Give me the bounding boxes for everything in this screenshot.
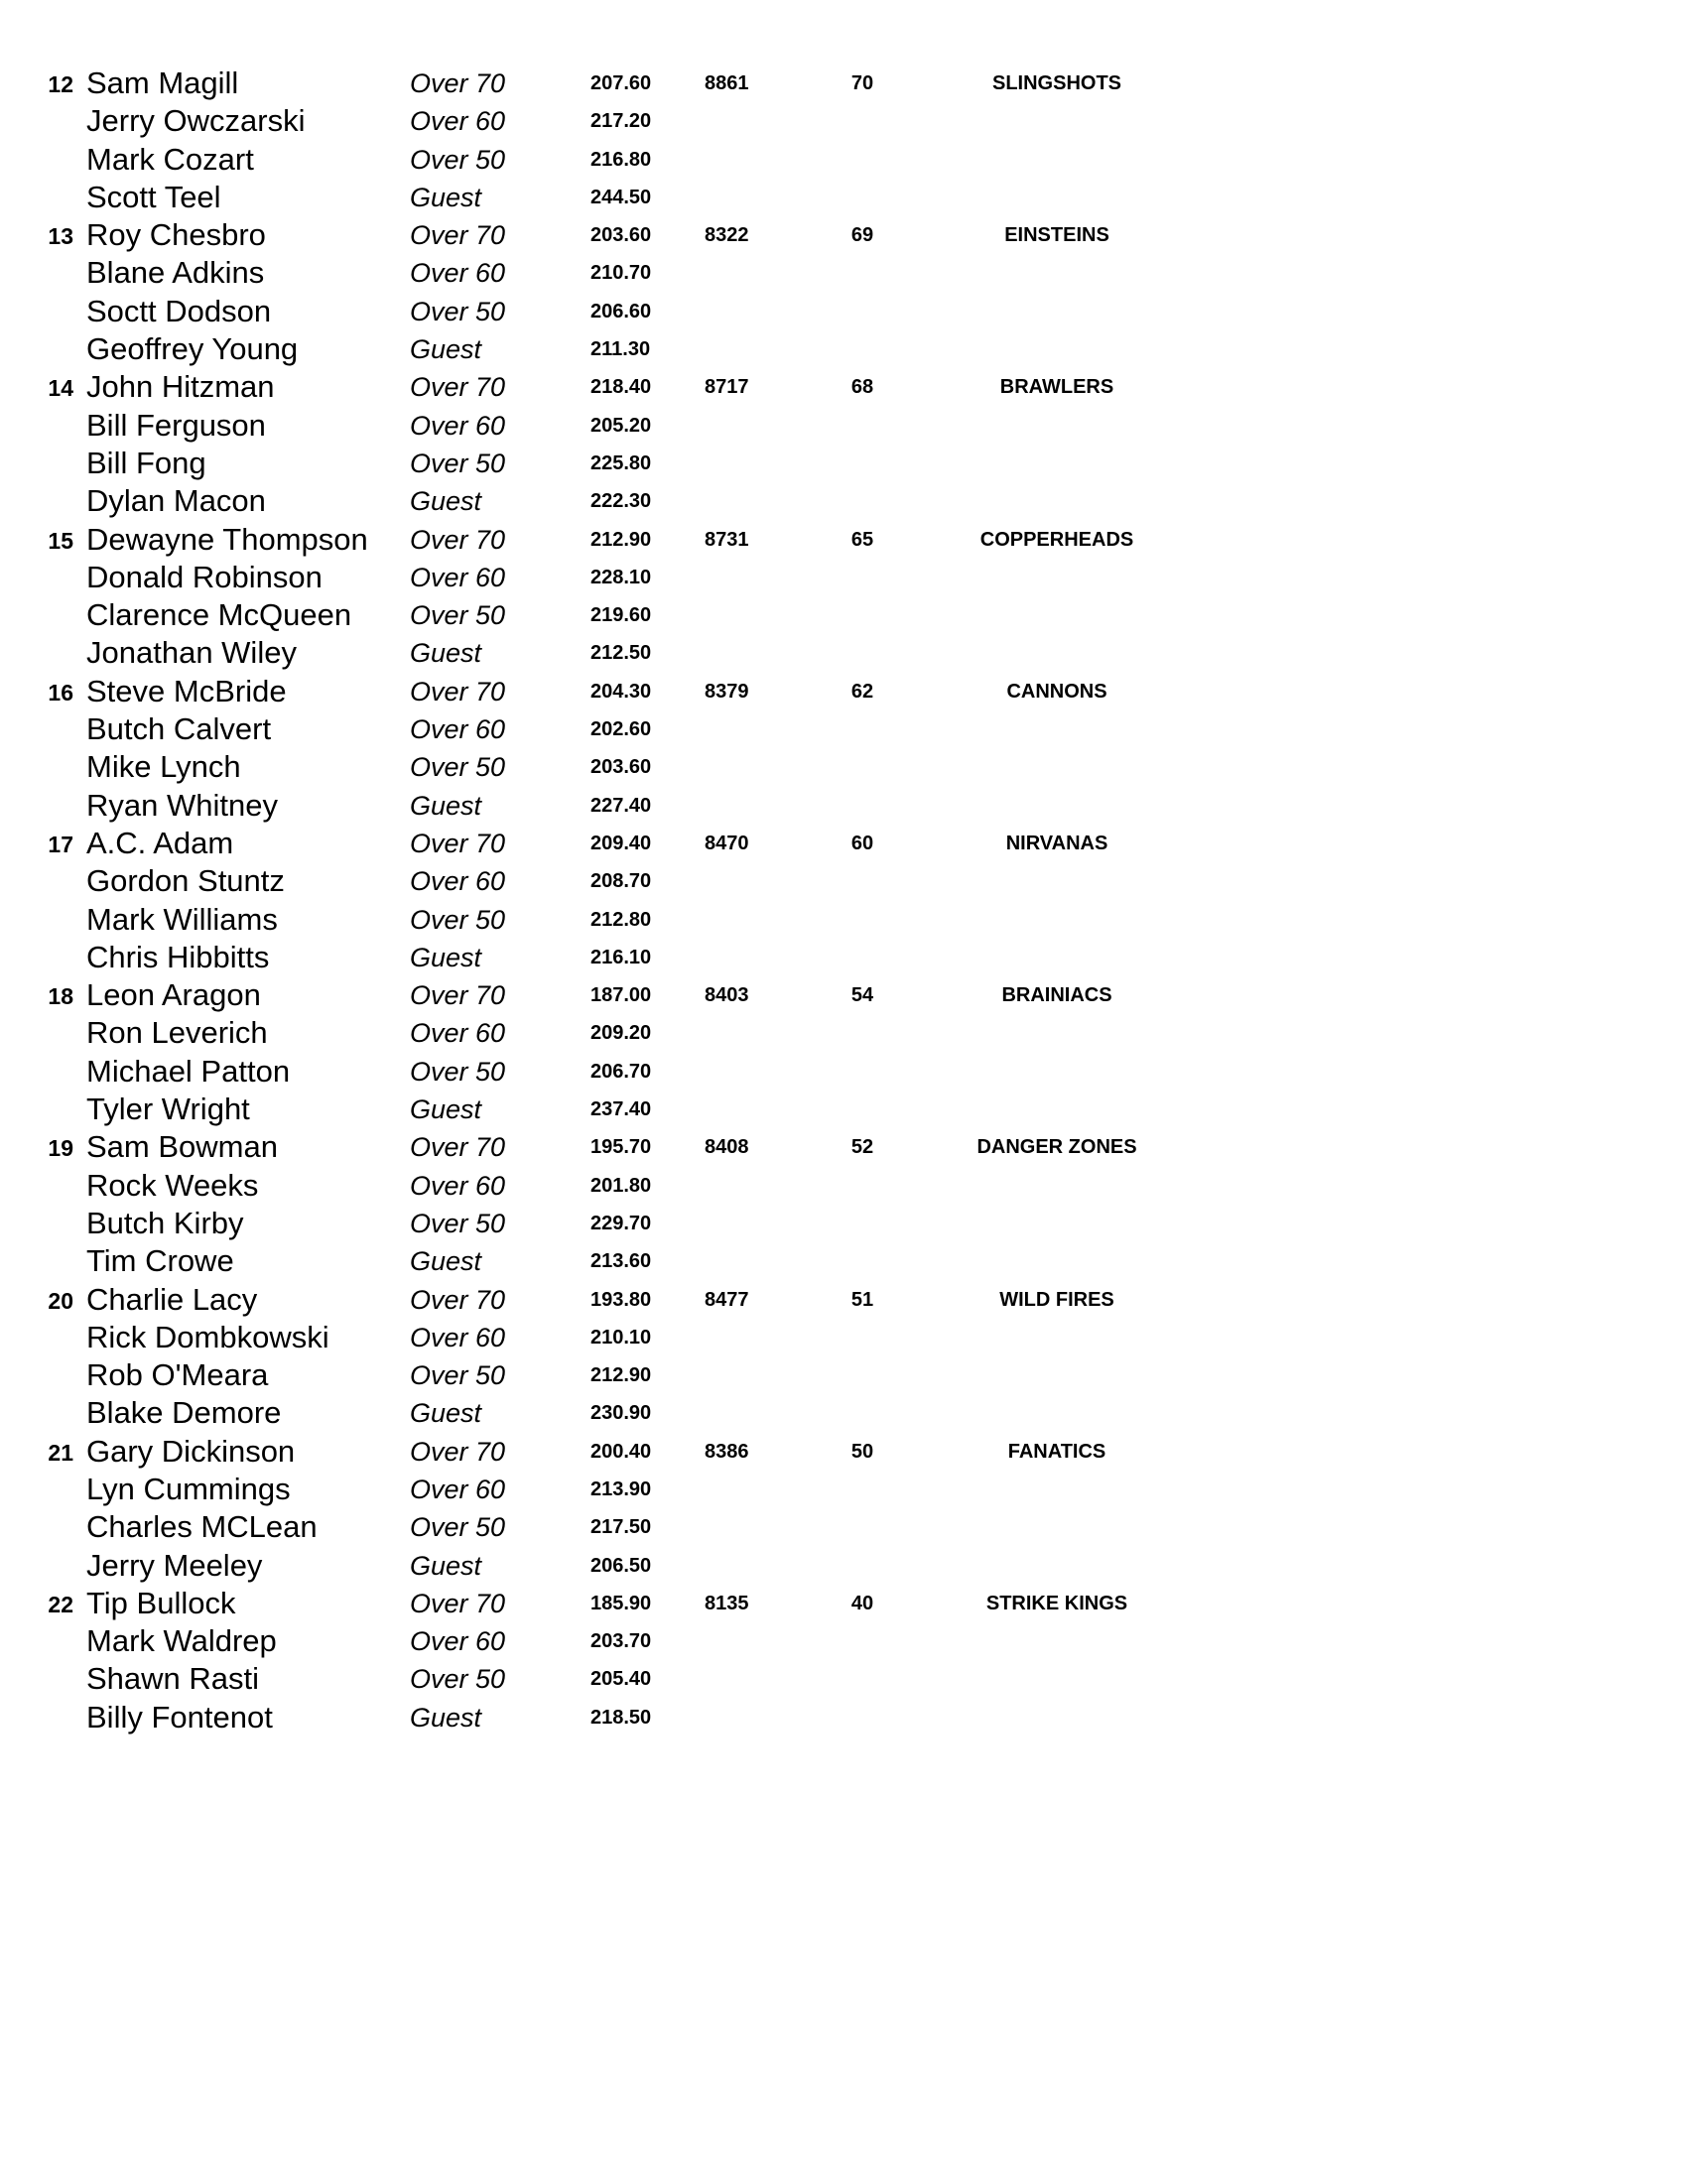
bowler-average: 230.90: [590, 1402, 652, 1425]
bowler-division: Over 60: [410, 1018, 506, 1049]
team-points: 70: [850, 72, 874, 94]
team-place: 14: [48, 375, 73, 402]
team-name: DANGER ZONES: [976, 1136, 1137, 1159]
team-name: STRIKE KINGS: [985, 1592, 1128, 1614]
team-place: 17: [48, 831, 73, 857]
bowler-row: [0, 1279, 1688, 1317]
bowler-row: [0, 139, 1688, 177]
team-points: 50: [850, 1440, 874, 1463]
bowler-name: Sam Magill: [86, 65, 239, 100]
bowler-row: [0, 519, 1688, 557]
bowler-division: Over 50: [410, 1208, 506, 1238]
bowler-name: Soctt Dodson: [86, 293, 272, 328]
bowler-name: Jonathan Wiley: [86, 635, 297, 671]
team-points: 51: [850, 1288, 874, 1311]
bowler-division: Over 70: [410, 1132, 506, 1163]
bowler-average: 217.50: [590, 1516, 652, 1539]
bowler-average: 195.70: [590, 1136, 652, 1159]
bowler-name: Rick Dombkowski: [86, 1319, 329, 1354]
bowler-name: Donald Robinson: [86, 559, 323, 594]
bowler-name: John Hitzman: [86, 369, 275, 405]
bowler-average: 216.80: [590, 148, 652, 171]
bowler-average: 185.90: [590, 1592, 652, 1614]
bowler-row: [0, 899, 1688, 937]
bowler-division: Over 70: [410, 1436, 506, 1467]
bowler-division: Over 70: [410, 220, 506, 251]
bowler-row: [0, 974, 1688, 1012]
bowler-average: 203.60: [590, 224, 652, 247]
bowler-row: [0, 63, 1688, 100]
team-group: [0, 214, 1688, 366]
bowler-name: Blane Adkins: [86, 255, 265, 291]
bowler-division: Over 50: [410, 1056, 506, 1087]
bowler-division: Guest: [410, 1398, 482, 1429]
bowler-row: [0, 443, 1688, 480]
bowler-name: Roy Chesbro: [86, 217, 266, 253]
bowler-average: 212.90: [590, 1364, 652, 1387]
bowler-average: 205.20: [590, 414, 652, 437]
bowler-row: [0, 366, 1688, 404]
bowler-row: [0, 860, 1688, 898]
bowler-average: 218.40: [590, 376, 652, 399]
bowler-average: 204.30: [590, 680, 652, 703]
bowler-name: Rock Weeks: [86, 1167, 259, 1203]
bowler-average: 225.80: [590, 451, 652, 474]
team-place: 19: [48, 1135, 73, 1162]
bowler-average: 203.60: [590, 756, 652, 779]
standings-sheet: [0, 63, 1688, 1734]
bowler-name: Gary Dickinson: [86, 1433, 296, 1469]
bowler-division: Over 50: [410, 752, 506, 783]
bowler-average: 201.80: [590, 1174, 652, 1197]
bowler-division: Over 60: [410, 258, 506, 289]
team-group: [0, 366, 1688, 518]
bowler-row: [0, 291, 1688, 328]
bowler-row: [0, 1392, 1688, 1430]
bowler-division: Over 60: [410, 410, 506, 441]
bowler-name: Scott Teel: [86, 179, 221, 214]
bowler-row: [0, 1165, 1688, 1203]
bowler-average: 209.20: [590, 1022, 652, 1045]
bowler-division: Over 70: [410, 524, 506, 555]
team-points: 40: [850, 1592, 874, 1614]
bowler-division: Over 50: [410, 296, 506, 326]
bowler-division: Guest: [410, 638, 482, 669]
bowler-row: [0, 1431, 1688, 1469]
bowler-name: Shawn Rasti: [86, 1661, 260, 1697]
bowler-average: 222.30: [590, 490, 652, 513]
bowler-average: 213.60: [590, 1250, 652, 1273]
bowler-row: [0, 252, 1688, 290]
team-total-pins: 8379: [705, 680, 749, 703]
bowler-average: 237.40: [590, 1098, 652, 1121]
bowler-average: 217.20: [590, 110, 652, 133]
bowler-name: Butch Kirby: [86, 1205, 244, 1240]
team-name: COPPERHEADS: [979, 528, 1134, 551]
bowler-average: 206.50: [590, 1554, 652, 1577]
bowler-division: Over 60: [410, 106, 506, 137]
team-points: 62: [850, 680, 874, 703]
bowler-row: [0, 632, 1688, 670]
bowler-division: Over 60: [410, 562, 506, 592]
team-points: 52: [850, 1136, 874, 1159]
bowler-row: [0, 1089, 1688, 1126]
bowler-row: [0, 1203, 1688, 1240]
bowler-row: [0, 328, 1688, 366]
bowler-name: Tim Crowe: [86, 1243, 234, 1279]
team-total-pins: 8322: [705, 224, 749, 247]
team-place: 12: [48, 71, 73, 97]
bowler-row: [0, 1051, 1688, 1089]
bowler-row: [0, 100, 1688, 138]
team-total-pins: 8386: [705, 1440, 749, 1463]
team-total-pins: 8731: [705, 528, 749, 551]
bowler-row: [0, 1545, 1688, 1583]
bowler-row: [0, 214, 1688, 252]
bowler-name: Charlie Lacy: [86, 1281, 258, 1317]
team-group: [0, 1279, 1688, 1431]
team-total-pins: 8477: [705, 1288, 749, 1311]
team-total-pins: 8470: [705, 832, 749, 854]
team-points: 60: [850, 832, 874, 854]
bowler-division: Over 70: [410, 1588, 506, 1618]
bowler-row: [0, 1506, 1688, 1544]
team-points: 54: [850, 984, 874, 1007]
team-points: 69: [850, 224, 874, 247]
team-name: EINSTEINS: [1004, 224, 1109, 247]
bowler-row: [0, 177, 1688, 214]
bowler-name: Steve McBride: [86, 673, 287, 708]
bowler-division: Guest: [410, 1246, 482, 1277]
bowler-division: Over 50: [410, 600, 506, 631]
bowler-average: 202.60: [590, 718, 652, 741]
team-group: [0, 1126, 1688, 1278]
bowler-average: 219.60: [590, 604, 652, 627]
team-name: SLINGSHOTS: [991, 72, 1121, 94]
team-group: [0, 63, 1688, 214]
bowler-division: Over 70: [410, 1284, 506, 1315]
bowler-name: Blake Demore: [86, 1395, 282, 1431]
team-total-pins: 8135: [705, 1592, 749, 1614]
bowler-name: Michael Patton: [86, 1053, 291, 1089]
bowler-row: [0, 557, 1688, 594]
bowler-name: Tip Bullock: [86, 1585, 236, 1620]
bowler-division: Over 50: [410, 904, 506, 935]
bowler-name: Bill Ferguson: [86, 407, 266, 443]
bowler-name: A.C. Adam: [86, 825, 234, 860]
bowler-average: 216.10: [590, 946, 652, 968]
team-place: 22: [48, 1591, 73, 1617]
bowler-average: 227.40: [590, 794, 652, 817]
bowler-row: [0, 1012, 1688, 1050]
bowler-row: [0, 480, 1688, 518]
bowler-name: Billy Fontenot: [86, 1699, 273, 1734]
bowler-row: [0, 1583, 1688, 1620]
bowler-name: Leon Aragon: [86, 977, 261, 1013]
bowler-name: Clarence McQueen: [86, 597, 352, 633]
bowler-row: [0, 1469, 1688, 1506]
team-place: 18: [48, 983, 73, 1010]
bowler-division: Over 70: [410, 372, 506, 403]
bowler-average: 203.70: [590, 1630, 652, 1653]
team-group: [0, 974, 1688, 1126]
bowler-average: 244.50: [590, 186, 652, 208]
bowler-average: 206.70: [590, 1060, 652, 1083]
bowler-name: Ryan Whitney: [86, 787, 278, 823]
bowler-row: [0, 1240, 1688, 1278]
bowler-name: Jerry Meeley: [86, 1547, 263, 1583]
team-group: [0, 1431, 1688, 1583]
bowler-row: [0, 671, 1688, 708]
bowler-division: Guest: [410, 790, 482, 821]
bowler-name: Mike Lynch: [86, 749, 241, 785]
bowler-division: Over 70: [410, 828, 506, 858]
team-total-pins: 8403: [705, 984, 749, 1007]
bowler-division: Over 60: [410, 1170, 506, 1201]
team-total-pins: 8717: [705, 376, 749, 399]
bowler-row: [0, 1354, 1688, 1392]
bowler-division: Over 50: [410, 1664, 506, 1695]
team-place: 13: [48, 223, 73, 250]
bowler-division: Over 60: [410, 1626, 506, 1657]
bowler-division: Over 50: [410, 1512, 506, 1543]
team-name: BRAINIACS: [1001, 984, 1112, 1007]
bowler-name: Bill Fong: [86, 445, 206, 480]
bowler-division: Guest: [410, 1550, 482, 1581]
bowler-average: 200.40: [590, 1440, 652, 1463]
bowler-average: 207.60: [590, 72, 652, 94]
bowler-name: Tyler Wright: [86, 1092, 250, 1127]
bowler-average: 213.90: [590, 1477, 652, 1500]
bowler-name: Sam Bowman: [86, 1129, 278, 1165]
bowler-average: 210.70: [590, 262, 652, 285]
bowler-average: 212.80: [590, 908, 652, 931]
team-place: 20: [48, 1287, 73, 1314]
bowler-division: Over 60: [410, 866, 506, 897]
bowler-name: Charles MCLean: [86, 1509, 318, 1545]
team-name: BRAWLERS: [999, 376, 1114, 399]
bowler-average: 209.40: [590, 832, 652, 854]
bowler-name: Ron Leverich: [86, 1015, 268, 1051]
bowler-division: Over 70: [410, 68, 506, 98]
bowler-division: Guest: [410, 486, 482, 517]
bowler-average: 187.00: [590, 984, 652, 1007]
team-group: [0, 823, 1688, 974]
bowler-name: Chris Hibbitts: [86, 939, 270, 974]
bowler-division: Over 50: [410, 144, 506, 175]
bowler-division: Over 50: [410, 448, 506, 478]
bowler-division: Over 60: [410, 1322, 506, 1352]
team-points: 65: [850, 528, 874, 551]
bowler-name: Geoffrey Young: [86, 331, 299, 367]
bowler-name: Dylan Macon: [86, 483, 266, 519]
bowler-division: Guest: [410, 1702, 482, 1733]
bowler-average: 218.50: [590, 1706, 652, 1729]
bowler-average: 208.70: [590, 870, 652, 893]
bowler-name: Mark Williams: [86, 901, 278, 937]
bowler-division: Guest: [410, 942, 482, 972]
team-place: 21: [48, 1439, 73, 1466]
bowler-row: [0, 785, 1688, 823]
bowler-average: 211.30: [590, 338, 651, 361]
bowler-row: [0, 937, 1688, 974]
bowler-row: [0, 823, 1688, 860]
bowler-row: [0, 1317, 1688, 1354]
bowler-average: 205.40: [590, 1668, 652, 1691]
bowler-division: Over 70: [410, 980, 506, 1011]
team-place: 16: [48, 679, 73, 706]
bowler-row: [0, 746, 1688, 784]
team-name: FANATICS: [1007, 1440, 1106, 1463]
bowler-average: 206.60: [590, 300, 652, 322]
bowler-name: Butch Calvert: [86, 711, 272, 747]
bowler-average: 229.70: [590, 1212, 652, 1234]
bowler-row: [0, 594, 1688, 632]
bowler-row: [0, 1620, 1688, 1658]
team-group: [0, 671, 1688, 823]
bowler-average: 210.10: [590, 1326, 652, 1349]
team-group: [0, 1583, 1688, 1734]
bowler-average: 228.10: [590, 566, 652, 588]
bowler-row: [0, 405, 1688, 443]
bowler-division: Over 60: [410, 1474, 506, 1504]
bowler-average: 212.50: [590, 642, 652, 665]
bowler-row: [0, 1697, 1688, 1734]
bowler-division: Guest: [410, 334, 482, 365]
team-total-pins: 8408: [705, 1136, 749, 1159]
bowler-name: Gordon Stuntz: [86, 863, 285, 899]
bowler-name: Rob O'Meara: [86, 1357, 269, 1393]
bowler-division: Over 70: [410, 676, 506, 707]
bowler-name: Lyn Cummings: [86, 1471, 291, 1506]
bowler-name: Jerry Owczarski: [86, 103, 306, 139]
team-total-pins: 8861: [705, 72, 749, 94]
bowler-row: [0, 708, 1688, 746]
team-name: NIRVANAS: [1005, 832, 1108, 854]
team-name: WILD FIRES: [999, 1288, 1114, 1311]
team-place: 15: [48, 527, 73, 554]
bowler-row: [0, 1126, 1688, 1164]
bowler-average: 193.80: [590, 1288, 652, 1311]
team-name: CANNONS: [1006, 680, 1107, 703]
bowler-division: Guest: [410, 182, 482, 212]
team-points: 68: [850, 376, 874, 399]
bowler-name: Mark Waldrep: [86, 1623, 277, 1659]
bowler-division: Over 50: [410, 1360, 506, 1391]
bowler-name: Mark Cozart: [86, 141, 254, 177]
bowler-division: Guest: [410, 1094, 482, 1125]
bowler-division: Over 60: [410, 714, 506, 745]
bowler-row: [0, 1658, 1688, 1696]
bowler-average: 212.90: [590, 528, 652, 551]
bowler-name: Dewayne Thompson: [86, 521, 368, 557]
team-group: [0, 519, 1688, 671]
